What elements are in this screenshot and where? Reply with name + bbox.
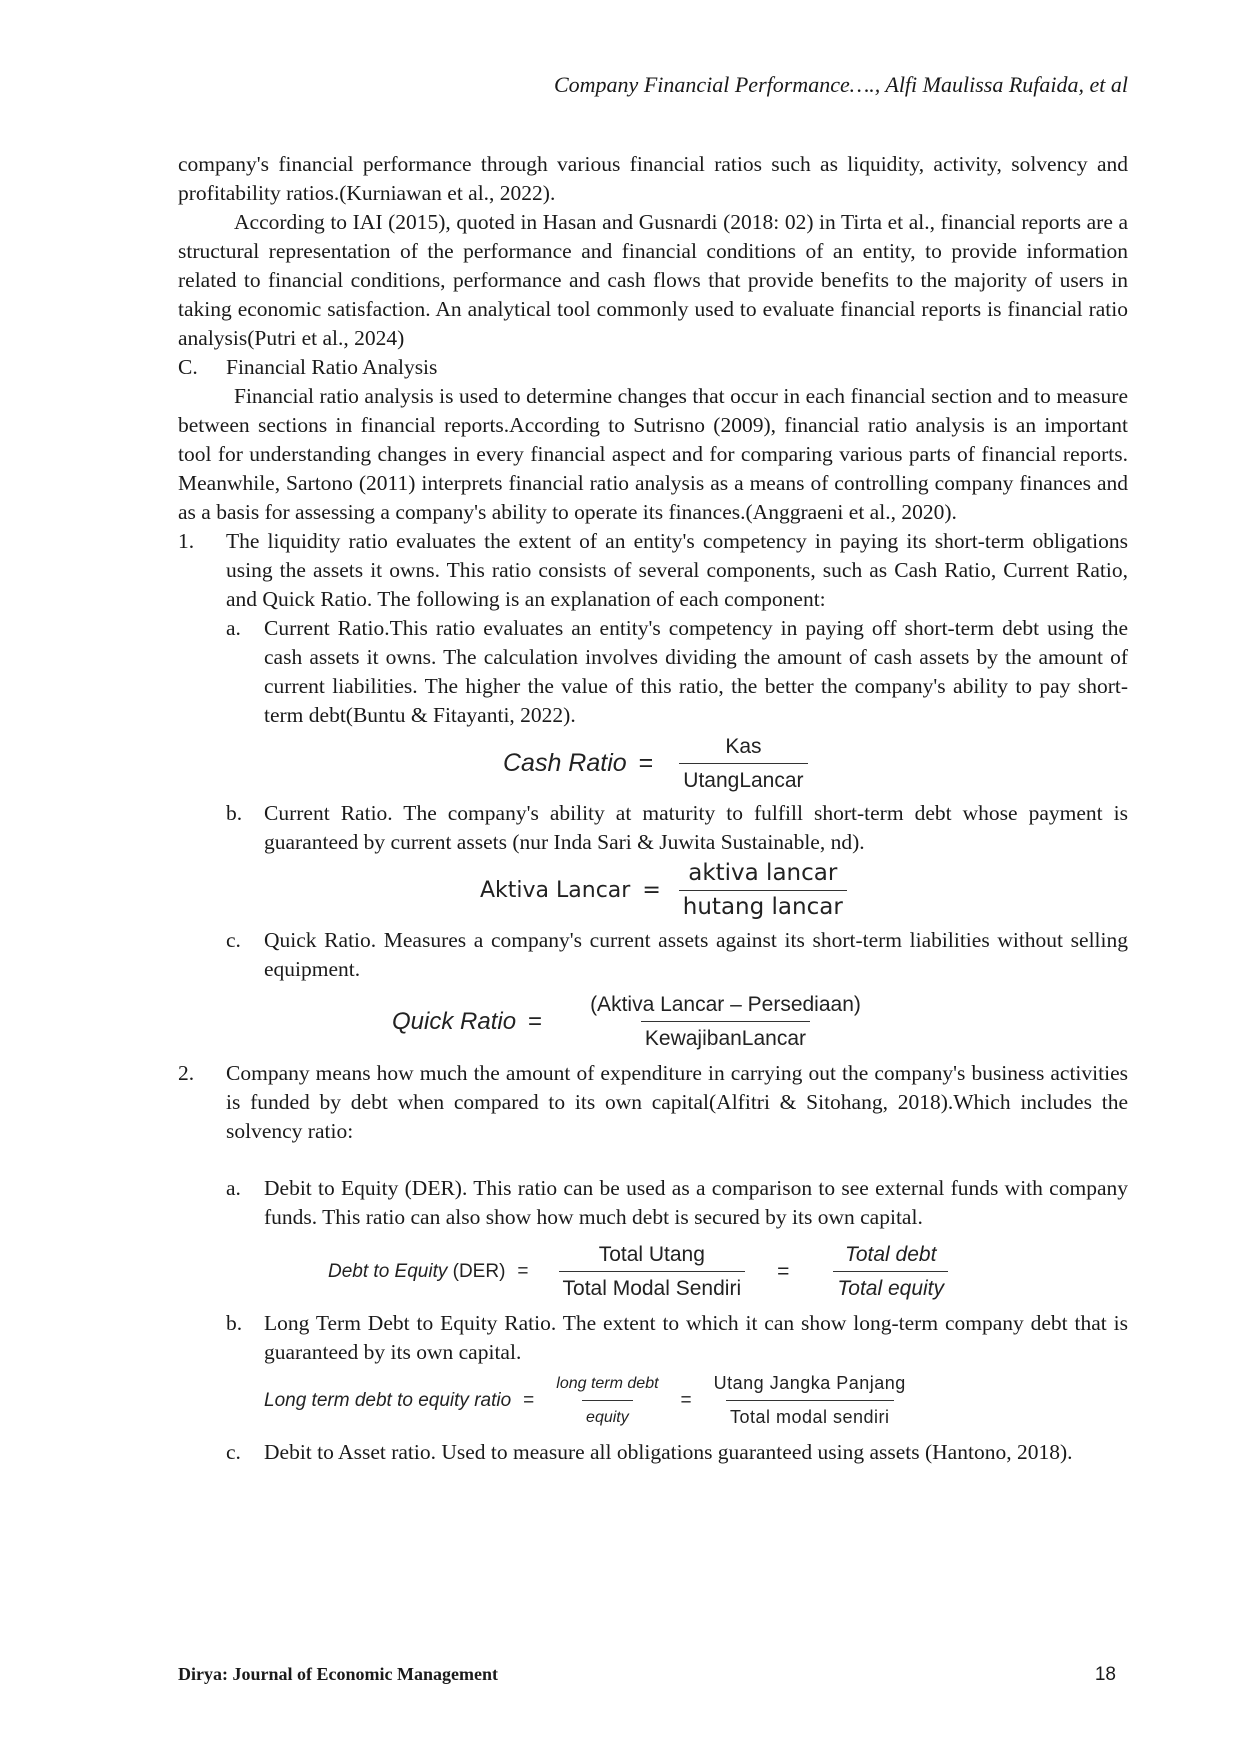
list-item-1 [178,527,1128,614]
quick-ratio-numerator: (Aktiva Lancar – Persediaan) [590,993,861,1016]
ltd-fraction-2 [710,1369,910,1432]
quick-ratio-formula [392,990,1128,1053]
der-lhs-italic: Debt to Equity [328,1261,448,1282]
section-c-heading [178,353,1128,382]
cash-ratio-denominator: UtangLancar [679,763,807,795]
der-fraction-2 [833,1240,948,1303]
cash-ratio-lhs: Cash Ratio [503,749,627,777]
list-item-1c [178,926,1128,984]
list-item-1b-letter: b. [226,801,243,825]
ltd-formula [264,1369,1128,1432]
paragraph-1: company's financial performance through various financial ratios such as liquidity, activity, solvency and profitability ratios.(Kurniawan et al., 2022). [178,152,1128,205]
list-item-1b [178,799,1128,857]
section-c-number: C. [178,355,198,379]
quick-ratio-lhs: Quick Ratio [392,1008,517,1035]
der-numerator-2: Total debt [844,1243,937,1266]
paragraph-3: Financial ratio analysis is used to determine changes that occur in each financial section and to measure between sections in financial reports.According to Sutrisno (2009), financial ratio analysis is an important tool for understanding changes in every financial aspect and for comparing various parts of financial reports. Meanwhile, Sartono (2011) interprets financial ratio analysis as a means of controlling company finances and as a basis for assessing a company's ability to operate its finances.(Anggraeni et al., 2020). [178,384,1128,524]
list-item-2-number: 2. [178,1061,195,1085]
section-c-title: Financial Ratio Analysis [226,355,438,379]
list-item-2-text: Company means how much the amount of expenditure in carrying out the company's business activities is funded by debt when compared to its own capital(Alfitri & Sitohang, 2018).Which includes the solvency ratio: [226,1061,1128,1143]
der-lhs [328,1257,505,1286]
der-lhs-plain: (DER) [452,1261,506,1282]
quick-ratio-denominator: KewajibanLancar [641,1021,810,1053]
list-item-1b-text: Current Ratio. The company's ability at maturity to fulfill short-term debt whose payment is guaranteed by current assets (nur Inda Sari & Juwita Sustainable, nd). [264,801,1128,854]
ltd-denominator-2: Total modal sendiri [726,1400,894,1432]
ltd-equals-2: = [680,1390,692,1411]
ltd-equals: = [523,1390,535,1411]
ltd-numerator-2: Utang Jangka Panjang [713,1373,906,1393]
list-item-1-text: The liquidity ratio evaluates the extent of an entity's competency in paying its short-term obligations using the assets it owns. This ratio consists of several components, such as Cash Ratio, Current Ratio, and Quick Ratio. The following is an explanation of each component: [226,529,1128,611]
journal-name: Dirya: Journal of Economic Management [178,1664,498,1684]
ltd-denominator-1: equity [582,1400,633,1432]
list-item-1a [178,614,1128,730]
cash-ratio-formula [503,732,1128,795]
aktiva-lancar-numerator: aktiva lancar [688,860,838,886]
der-equals-2: = [777,1260,790,1283]
der-numerator-1: Total Utang [598,1243,705,1266]
list-item-2a [178,1174,1128,1232]
aktiva-lancar-fraction [679,859,847,922]
aktiva-lancar-formula [480,859,1128,922]
list-item-1c-text: Quick Ratio. Measures a company's current assets against its short-term liabilities without selling equipment. [264,928,1128,981]
list-item-2a-text: Debit to Equity (DER). This ratio can be used as a comparison to see external funds with company funds. This ratio can also show how much debt is secured by its own capital. [264,1176,1128,1229]
running-header: Company Financial Performance…., Alfi Maulissa Rufaida, et al [554,72,1128,97]
list-item-2c-text: Debit to Asset ratio. Used to measure all obligations guaranteed using assets (Hantono, 2018). [264,1440,1073,1464]
list-item-1c-letter: c. [226,928,241,952]
quick-ratio-fraction [586,990,865,1053]
list-item-2b-text: Long Term Debt to Equity Ratio. The extent to which it can show long-term company debt that is guaranteed by its own capital. [264,1311,1128,1364]
aktiva-lancar-lhs: Aktiva Lancar [480,878,631,903]
list-item-2b-letter: b. [226,1311,243,1335]
paragraph-2: According to IAI (2015), quoted in Hasan and Gusnardi (2018: 02) in Tirta et al., financial reports are a structural representation of the performance and financial conditions of an entity, to provide information related to financial conditions, performance and cash flows that provide benefits to the majority of users in taking economic satisfaction. An analytical tool commonly used to evaluate financial reports is financial ratio analysis(Putri et al., 2024) [178,210,1128,350]
ltd-numerator-1: long term debt [556,1375,659,1392]
page-number: 18 [1094,1664,1116,1685]
quick-ratio-equals: = [528,1008,543,1035]
aktiva-lancar-equals: = [642,878,661,903]
list-item-1-number: 1. [178,529,195,553]
der-formula [328,1240,1128,1303]
ltd-fraction-1 [552,1369,662,1432]
list-item-1a-letter: a. [226,616,241,640]
page-body [178,150,1128,1467]
list-item-2a-letter: a. [226,1176,241,1200]
list-item-2c-letter: c. [226,1440,241,1464]
cash-ratio-fraction [679,732,807,795]
cash-ratio-numerator: Kas [725,735,762,758]
der-denominator-1: Total Modal Sendiri [559,1271,746,1303]
list-item-2b [178,1309,1128,1367]
aktiva-lancar-denominator: hutang lancar [679,890,847,922]
der-fraction-1 [559,1240,746,1303]
ltd-lhs: Long term debt to equity ratio [264,1390,512,1411]
cash-ratio-equals: = [638,749,654,777]
list-item-2c [178,1438,1128,1467]
der-equals: = [517,1261,529,1282]
der-denominator-2: Total equity [833,1271,948,1303]
spacer [178,1146,1128,1174]
list-item-1a-text: Current Ratio.This ratio evaluates an entity's competency in paying off short-term debt using the cash assets it owns. The calculation involves dividing the amount of cash assets by the amount of current liabilities. The higher the value of this ratio, the better the company's ability to pay short-term debt(Buntu & Fitayanti, 2022). [264,616,1128,727]
list-item-2 [178,1059,1128,1146]
